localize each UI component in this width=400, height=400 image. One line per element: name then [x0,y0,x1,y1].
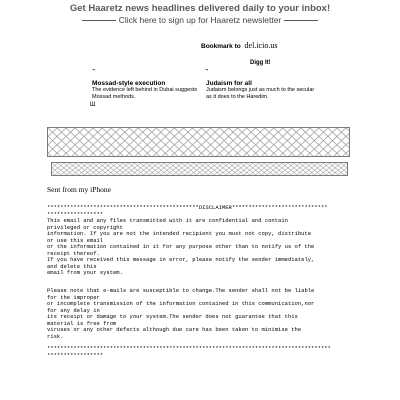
image-placeholder [47,127,350,157]
newsletter-signup-link[interactable]: Click here to sign up for Haaretz newsletter [118,15,282,25]
digg-link[interactable]: Digg It! [250,60,271,66]
story-marker: ¬ [205,67,208,73]
story-judaism[interactable] [206,80,318,100]
story-description: The evidence left behind in Dubai suggests Mossad methods. [92,87,198,100]
disclaimer-footer: ************************************************************************************** ***************** [47,345,331,359]
disclaimer-paragraph: Please note that e-mails are susceptible to change.The sender shall not be liable for the improper or incomplete transmission of the information contained in this communication,nor for any delay in its receipt or damage to your system.The sender does not guarantee that this material is free from viruses or any other defects although due care has been taken to minimise the risk. [47,287,315,340]
disclaimer-paragraph: This email and any files transmitted with it are confidential and contain privileged or copyright information. If you are not the intended recipient you must not copy, distribute or use this email or the information contained in it for any purpose other than to notify us of the receipt thereof. If you have received this message in error, please notify the sender immediately, and delete this email from your system. [47,217,315,276]
newsletter-headline: Get Haaretz news headlines delivered daily to your inbox! [69,3,331,14]
story-title[interactable]: Mossad-style execution [92,80,166,87]
image-placeholder [51,162,348,176]
story-description: Judaism belongs just as much to the secular as it does to the Haredim. [206,87,315,100]
newsletter-signup-row [0,15,400,25]
story-marker: ¬ [92,67,95,73]
misc-marker: Ш [90,102,96,108]
right-divider [284,20,318,21]
story-mossad[interactable] [92,80,202,100]
email-signature: Sent from my iPhone [47,185,111,194]
left-divider [82,20,116,21]
disclaimer-header: **********************************************DISCLAIMER***************************** ***************** [47,204,328,218]
bookmark-row [201,41,277,50]
bookmark-label: Bookmark to [201,43,241,50]
story-title[interactable]: Judaism for all [206,80,252,87]
delicious-link[interactable]: del.icio.us [244,41,278,50]
